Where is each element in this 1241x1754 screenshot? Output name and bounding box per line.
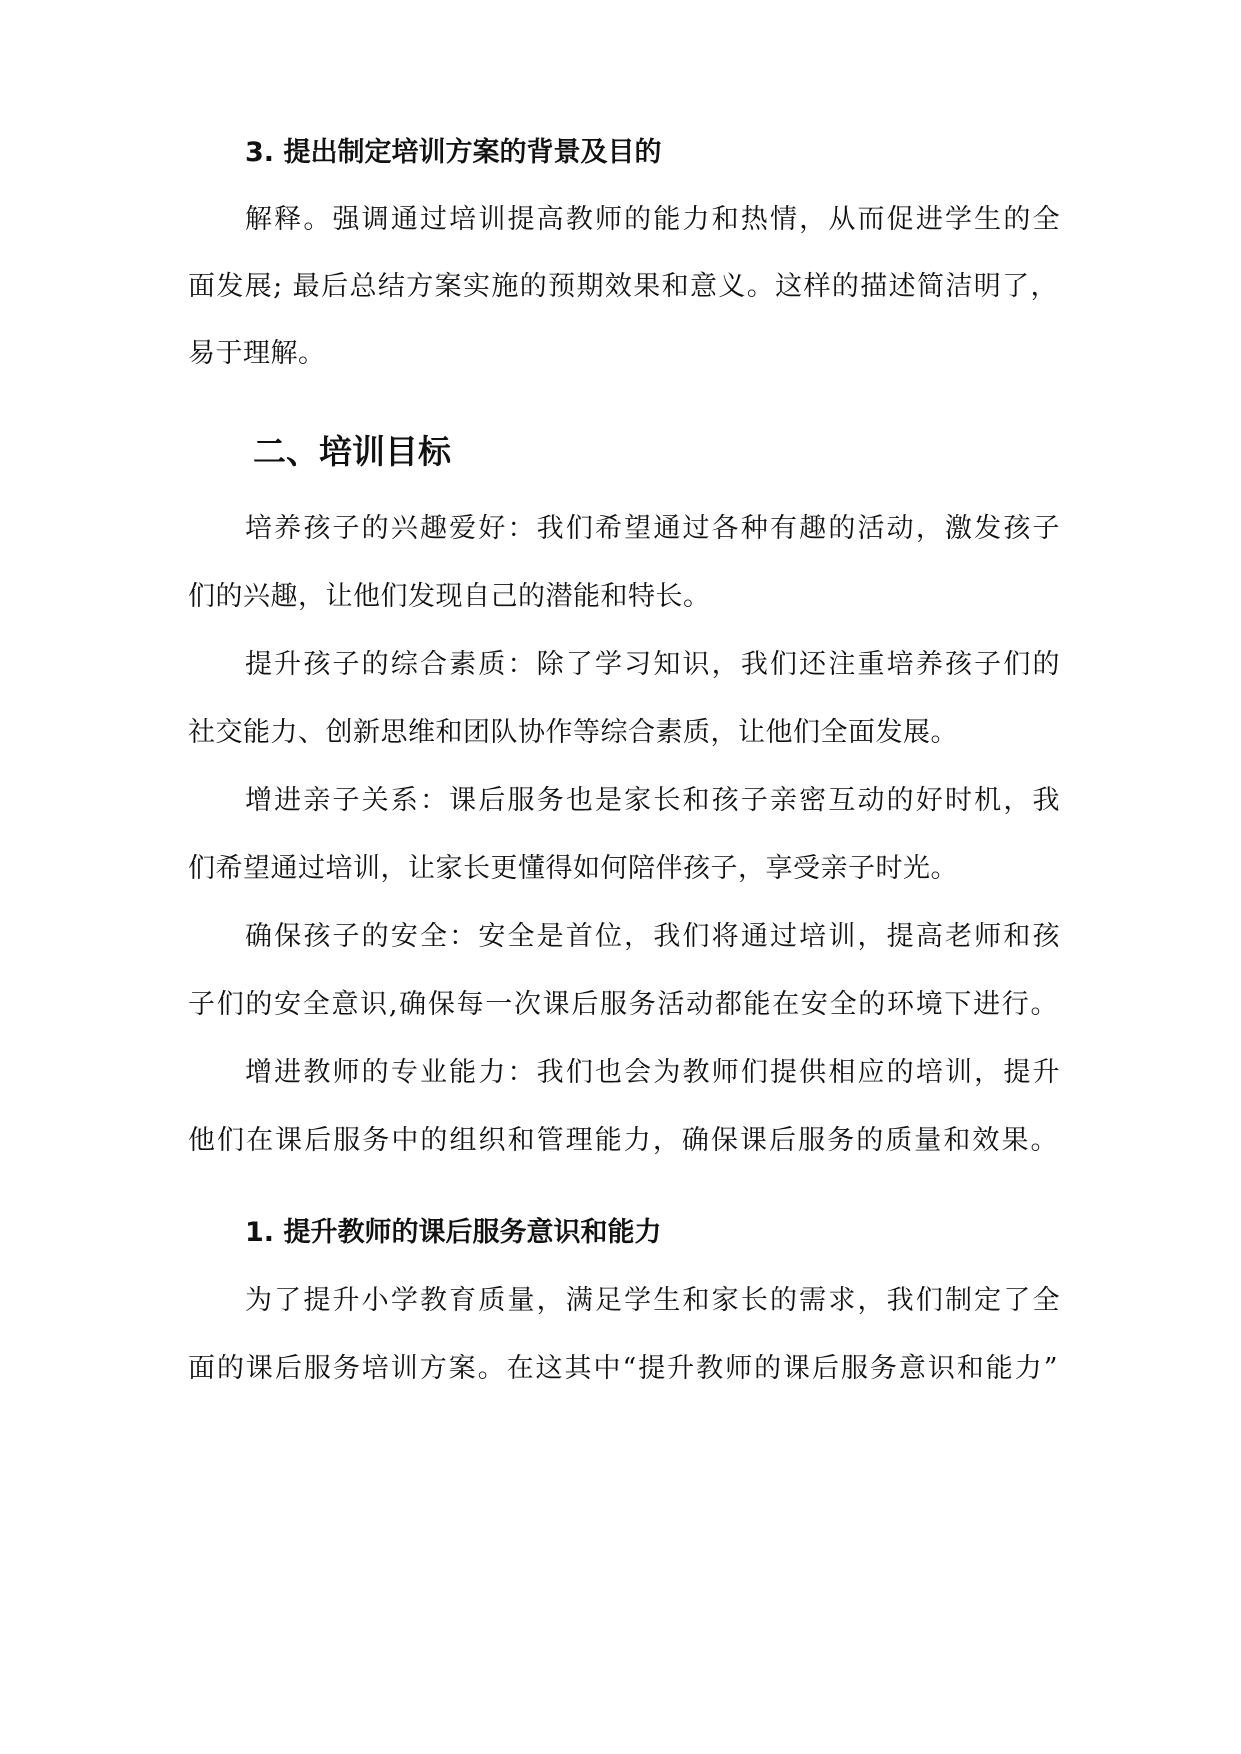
subheading-teacher-service-ability: 1. 提升教师的课后服务意识和能力 — [245, 1217, 662, 1248]
paragraph-line: 增进教师的专业能力：我们也会为教师们提供相应的培训，提升 — [245, 1057, 1060, 1088]
paragraph-line: 增进亲子关系：课后服务也是家长和孩子亲密互动的好时机，我 — [245, 785, 1060, 816]
paragraph-line: 确保孩子的安全：安全是首位，我们将通过培训，提高老师和孩 — [245, 921, 1060, 952]
paragraph-line: 社交能力、创新思维和团队协作等综合素质，让他们全面发展。 — [188, 717, 958, 748]
paragraph-line: 解释。强调通过培训提高教师的能力和热情，从而促进学生的全 — [245, 204, 1060, 235]
paragraph-line: 为了提升小学教育质量，满足学生和家长的需求，我们制定了全 — [245, 1285, 1060, 1316]
paragraph-line: 提升孩子的综合素质：除了学习知识，我们还注重培养孩子们的 — [245, 649, 1060, 680]
paragraph-line: 们希望通过培训，让家长更懂得如何陪伴孩子，享受亲子时光。 — [188, 853, 958, 884]
paragraph-line: 面的课后服务培训方案。在这其中“提升教师的课后服务意识和能力” — [188, 1353, 1058, 1384]
paragraph-line: 子们的安全意识,确保每一次课后服务活动都能在安全的环境下进行。 — [188, 989, 1058, 1020]
section-heading-training-goals: 二、培训目标 — [253, 432, 451, 471]
subheading-background-purpose: 3. 提出制定培训方案的背景及目的 — [245, 137, 662, 168]
paragraph-line: 面发展; 最后总结方案实施的预期效果和意义。这样的描述简洁明了， — [188, 271, 1058, 302]
paragraph-line: 们的兴趣，让他们发现自己的潜能和特长。 — [188, 581, 711, 612]
paragraph-line: 培养孩子的兴趣爱好：我们希望通过各种有趣的活动，激发孩子 — [245, 513, 1060, 544]
paragraph-line: 易于理解。 — [188, 338, 326, 369]
paragraph-line: 他们在课后服务中的组织和管理能力，确保课后服务的质量和效果。 — [188, 1125, 1058, 1156]
